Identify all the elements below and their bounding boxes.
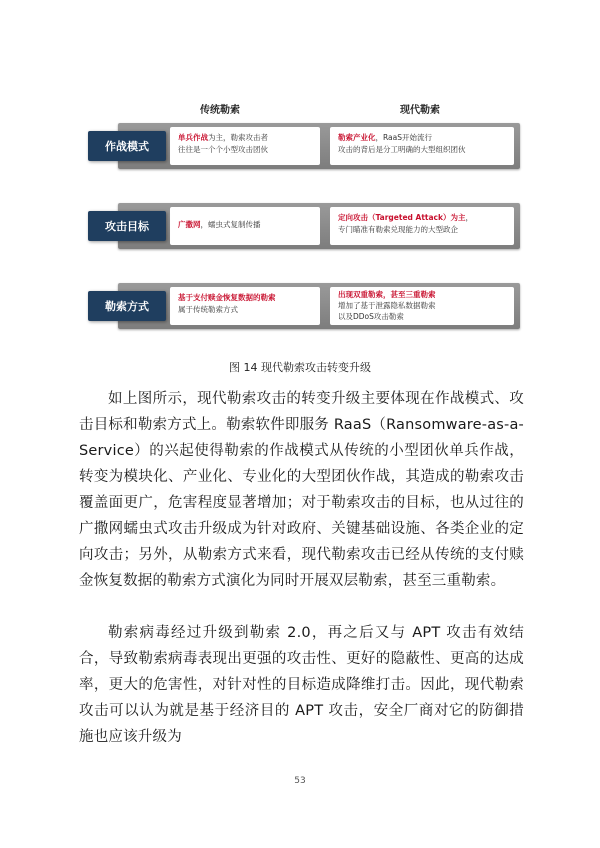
body-paragraph: 勒索病毒经过升级到勒索 2.0，再之后又与 APT 攻击有效结合，导致勒索病毒表现出更强的攻击性、更好的隐蔽性、更高的达成率，更大的危害性，对针对性的目标造成降维打击。因此，现代勒索攻击可以认为就是基于经济目的 APT 攻击，安全厂商对它的防御措施也应该升级为 (79, 625, 524, 745)
column-header-modern: 现代勒索 (400, 105, 440, 116)
page-number: 53 (294, 776, 306, 786)
comparison-row-attack-target (118, 203, 520, 249)
traditional-cell: 广撒网，蠕虫式复制传播 (170, 207, 320, 245)
modern-cell: 勒索产业化，RaaS开始流行 攻击的背后是分工明确的大型组织团伙 (330, 127, 514, 165)
column-header-traditional: 传统勒索 (200, 105, 240, 116)
figure-caption: 图 14 现代勒索攻击转变升级 (229, 361, 371, 374)
ransomware-comparison-figure (88, 101, 526, 351)
modern-cell: 定向攻击（Targeted Attack）为主， 专门瞄准有勒索兑现能力的大型政企 (330, 207, 514, 245)
traditional-cell: 单兵作战为主，勒索攻击者 往往是一个个小型攻击团伙 (170, 127, 320, 165)
traditional-cell: 基于支付赎金恢复数据的勒索 属于传统勒索方式 (170, 287, 320, 325)
row-label-attack-target: 攻击目标 (88, 211, 166, 241)
comparison-row-extortion-method (118, 283, 520, 329)
row-label-combat-mode: 作战模式 (88, 131, 166, 161)
modern-cell: 出现双重勒索，甚至三重勒索 增加了基于泄露隐私数据勒索 以及DDoS攻击勒索 (330, 287, 514, 325)
body-paragraph: 如上图所示，现代勒索攻击的转变升级主要体现在作战模式、攻击目标和勒索方式上。勒索软件即服务 RaaS（Ransomware-as-a-Service）的兴起使得勒索的作战模式从传统的小型团伙单兵作战，转变为模块化、产业化、专业化的大型团伙作战，其造成的勒索攻击覆盖面更广，危害程度显著增加；对于勒索攻击的目标，也从过往的广撒网蠕虫式攻击升级成为针对政府、关键基础设施、各类企业的定向攻击；另外，从勒索方式来看，现代勒索攻击已经从传统的支付赎金恢复数据的勒索方式演化为同时开展双层勒索，甚至三重勒索。 (79, 391, 524, 589)
comparison-row-combat-mode (118, 123, 520, 169)
row-label-extortion-method: 勒索方式 (88, 291, 166, 321)
